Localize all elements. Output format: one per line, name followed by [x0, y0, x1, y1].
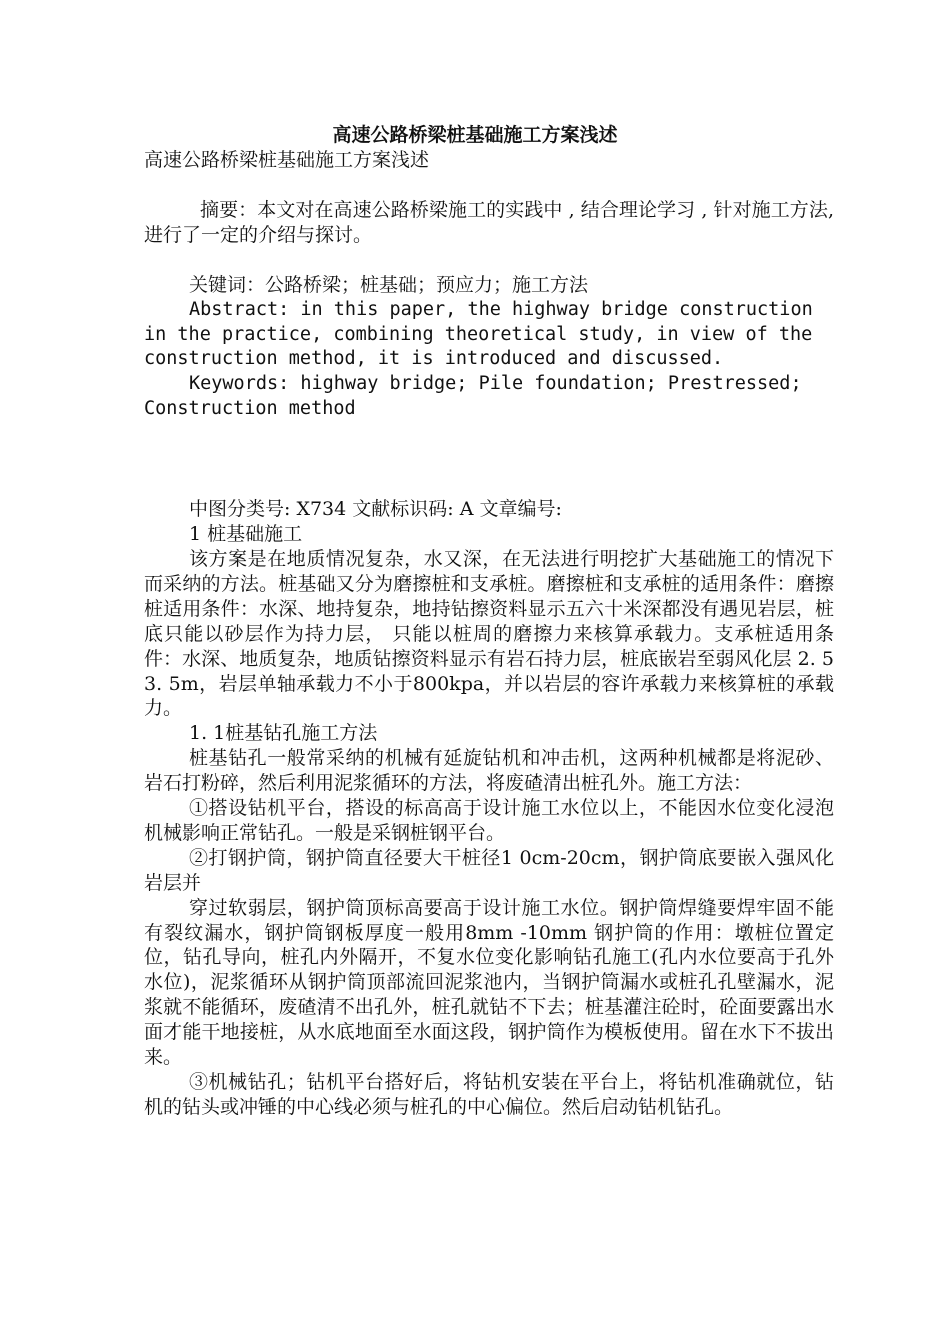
- section-1-heading: 1 桩基础施工: [189, 523, 303, 546]
- step-1-paragraph: ①搭设钻机平台，搭设的标高高于设计施工水位以上，不能因水位变化浸泡机械影响正常钻孔。一般是采钢桩钢平台。: [144, 797, 834, 844]
- step-2-continuation: 穿过软弱层，钢护筒顶标高要高于设计施工水位。钢护筒焊缝要焊牢固不能有裂纹漏水，钢护筒钢板厚度一般用8mm -10mm 钢护筒的作用：墩桩位置定位，钻孔导向，桩孔内外隔开，不复水位变化影响钻孔施工(孔内水位要高于孔外水位)，泥浆循环从钢护筒顶部流回泥浆池内，当钢护筒漏水或桩孔孔壁漏水，泥浆就不能循环，废碴清不出孔外，桩孔就钻不下去；桩基灌注砼时，砼面要露出水面才能干地接桩，从水底地面至水面这段，钢护筒作为模板使用。留在水下不拔出来。: [144, 896, 834, 1069]
- abstract-en: Abstract: in this paper, the highway bridge construction in the practice, combining theoretical study, in view of the construction method, it is introduced and discussed.: [144, 298, 813, 370]
- keywords-cn: 关键词：公路桥梁；桩基础；预应力；施工方法: [189, 273, 589, 296]
- section-1-1-heading: 1. 1桩基钻孔施工方法: [189, 722, 378, 745]
- document-body: [144, 148, 834, 1120]
- step-2-paragraph: ②打钢护筒，钢护筒直径要大干桩径1 0cm-20cm，钢护筒底要嵌入强风化岩层并: [144, 846, 834, 894]
- abstract-cn: 摘要：本文对在高速公路桥梁施工的实践中 , 结合理论学习 , 针对施工方法, 进行了一定的介绍与探讨。: [144, 198, 834, 246]
- keywords-en: Keywords: highway bridge; Pile foundation; Prestressed; Construction method: [144, 373, 802, 420]
- document-title: 高速公路桥梁桩基础施工方案浅述: [332, 124, 618, 146]
- section-1-1-paragraph: 桩基钻孔一般常采纳的机械有延旋钻机和冲击机，这两种机械都是将泥砂、岩石打粉碎，然后利用泥浆循环的方法，将废碴清出桩孔外。施工方法：: [144, 747, 834, 795]
- section-1-paragraph: 该方案是在地质情况复杂，水又深，在无法进行明挖扩大基础施工的情况下而采纳的方法。桩基础又分为磨擦桩和支承桩。磨擦桩和支承桩的适用条件：磨擦桩适用条件：水深、地持复杂，地持钻擦资料显示五六十米深都没有遇见岩层，桩底只能以砂层作为持力层， 只能以桩周的磨擦力来核算承载力。支承桩适用条件：水深、地质复杂，地质钻擦资料显示有岩石持力层，桩底嵌岩至弱风化层 2. 5 3. 5m，岩层单轴承载力不小于800kpa，并以岩层的容许承载力来核算桩的承载力。: [144, 547, 834, 720]
- step-3-paragraph: ③机械钻孔；钻机平台搭好后，将钻机安装在平台上，将钻机准确就位，钻机的钻头或冲锤的中心线必须与桩孔的中心偏位。然后启动钻机钻孔。: [144, 1071, 834, 1118]
- classification-line: 中图分类号: X734 文献标识码: A 文章编号:: [189, 498, 562, 521]
- document-subtitle: 高速公路桥梁桩基础施工方案浅述: [144, 149, 430, 171]
